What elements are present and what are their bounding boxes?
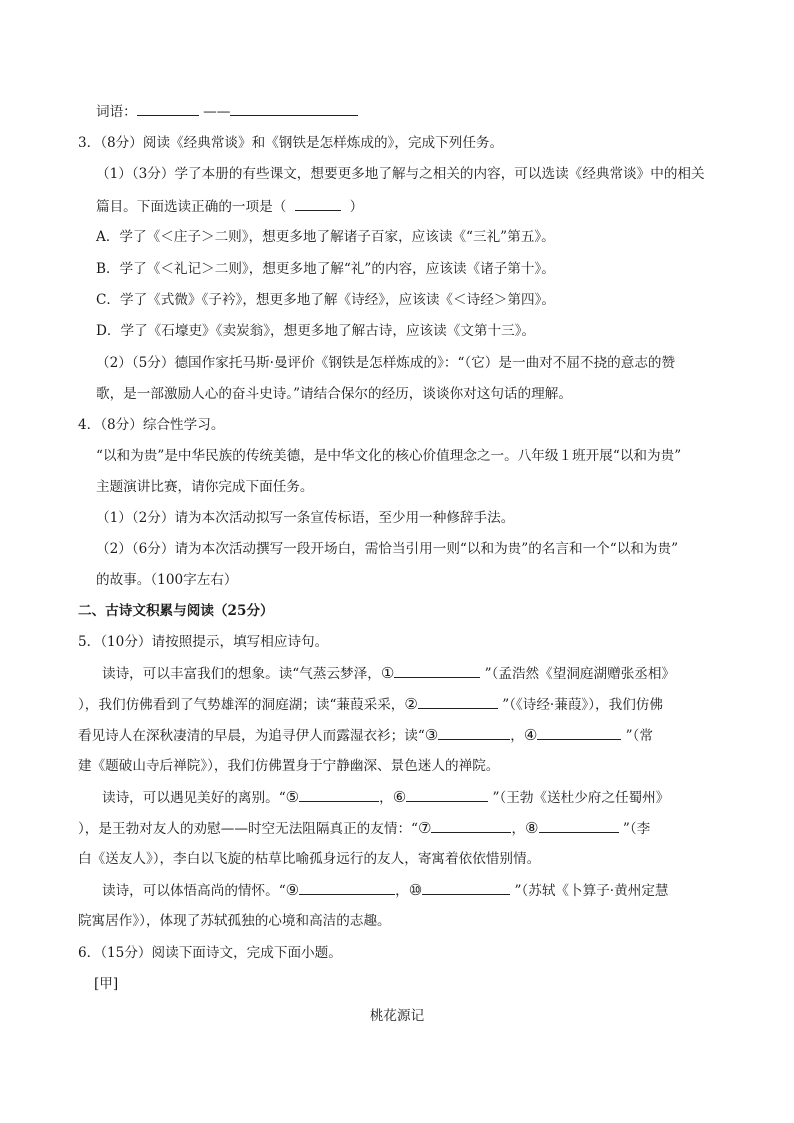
q5-comma: ，: [379, 790, 393, 806]
q3-option-a: A．学了《＜庄子＞二则》，想更多地了解诸子百家，应该读《“三礼”第五》。: [96, 229, 555, 245]
q5-text: ），我们仿佛看到了气势雄浑的洞庭湖；读“蒹葭采采，: [78, 697, 405, 713]
poem-blank-10[interactable]: [422, 880, 510, 895]
q5-text: ”（王勃《送杜少府之任蜀州》: [492, 790, 670, 806]
q5-text: ”（常: [625, 728, 653, 744]
q6-stem: 6．（15分）阅读下面诗文，完成下面小题。: [78, 945, 342, 961]
q3-option-d: D．学了《石壕吏》《卖炭翁》，想更多地了解古诗，应该读《文第十三》。: [96, 323, 536, 339]
blank-number-6: ⑥: [392, 788, 407, 806]
q5-para2-line2: [78, 818, 650, 839]
q5-text: ”（孟浩然《望洞庭湖赠张丞相》: [484, 666, 676, 682]
q4-intro-line2: 主题演讲比赛，请你完成下面任务。: [96, 479, 314, 495]
q5-text: ”（苏轼《卜算子·黄州定慧: [514, 883, 669, 899]
q5-text: ”（《诗经·蒹葭》），我们仿佛: [502, 697, 663, 713]
q5-stem: 5．（10分）请按照提示，填写相应诗句。: [78, 634, 329, 650]
poem-blank-9[interactable]: [299, 880, 395, 895]
blank-number-1: ①: [380, 664, 395, 682]
q3-answer-blank[interactable]: [295, 196, 341, 211]
poem-blank-1[interactable]: [394, 663, 480, 678]
q5-comma: ，: [510, 728, 524, 744]
vocab-line: [96, 101, 358, 122]
blank-number-9: ⑨: [285, 881, 300, 899]
q5-text: 读诗，可以丰富我们的想象。读“气蒸云梦泽，: [102, 666, 381, 682]
q4-intro-line1: “以和为贵”是中华民族的传统美德，是中华文化的核心价值理念之一。八年级１班开展“以和为贵”: [96, 448, 682, 464]
blank-number-10: ⑩: [408, 881, 423, 899]
q3-part1-line1: （1）（3分）学了本册的有些课文，想要更多地了解与之相关的内容，可以选读《经典常谈》中的相关: [96, 166, 705, 182]
blank-number-5: ⑤: [285, 788, 300, 806]
poem-blank-6[interactable]: [406, 787, 488, 802]
q5-para3-line2: 院寓居作》），体现了苏轼孤独的心境和高洁的志趣。: [78, 913, 391, 929]
q3-option-b: B．学了《＜礼记＞二则》，想更多地了解“礼”的内容，应该读《诸子第十》。: [96, 261, 555, 277]
q3-part2-line2: 歌，是一部激励人心的奋斗史诗。”请结合保尔的经历，谈谈你对这句话的理解。: [96, 386, 572, 402]
vocab-blank-2[interactable]: [230, 101, 358, 116]
q5-para2-line3: 白《送友人》），李白以飞旋的枯草比喻孤身远行的友人，寄寓着依依惜别情。: [78, 851, 541, 867]
q3-part2-line1: （2）（5分）德国作家托马斯·曼评价《钢铁是怎样炼成的》：“（它）是一曲对不屈不挠的意志的赞: [96, 355, 676, 371]
q3-option-c: C．学了《式微》《子衿》，想更多地了解《诗经》，应该读《＜诗经＞第四》。: [96, 292, 555, 308]
q3-part1-close: ）: [349, 199, 364, 215]
q3-part1-line2: [96, 196, 363, 217]
poem-blank-8[interactable]: [539, 818, 619, 833]
passage-title: 桃花源记: [369, 1008, 425, 1024]
q5-text: 读诗，可以体悟高尚的情怀。“: [102, 883, 286, 899]
q3-stem: 3．（8分）阅读《经典常谈》和《钢铁是怎样炼成的》，完成下列任务。: [78, 135, 504, 151]
q4-task2-line2: 的故事。（100字左右）: [96, 572, 238, 588]
poem-blank-3[interactable]: [438, 725, 510, 740]
blank-number-3: ③: [424, 726, 439, 744]
q5-para1-line3: [78, 725, 653, 746]
blank-number-7: ⑦: [418, 819, 432, 837]
blank-number-2: ②: [404, 695, 418, 713]
q4-task1: （1）（2分）请为本次活动拟写一条宣传标语，至少用一种修辞手法。: [96, 510, 515, 526]
q4-task2-line1: （2）（6分）请为本次活动撰写一段开场白，需恰当引用一则“以和为贵”的名言和一个“以和为贵”: [96, 541, 679, 557]
q6-label-jia: [甲]: [94, 976, 119, 992]
vocab-separator: ——: [203, 104, 231, 120]
q5-text: ），是王勃对友人的劝慰——时空无法阻隔真正的友情：“: [78, 821, 418, 837]
poem-blank-5[interactable]: [299, 787, 379, 802]
poem-blank-2[interactable]: [418, 694, 498, 709]
blank-number-8: ⑧: [525, 819, 539, 837]
q5-para3-line1: [102, 880, 669, 901]
q5-para2-line1: [102, 787, 669, 808]
section-2-heading: 二、古诗文积累与阅读（25分）: [78, 603, 274, 619]
q5-para1-line4: 建《题破山寺后禅院》），我们仿佛置身于宁静幽深、景色迷人的禅院。: [78, 758, 500, 774]
q5-para1-line2: [78, 694, 663, 715]
vocab-blank-1[interactable]: [137, 101, 199, 116]
poem-blank-4[interactable]: [537, 725, 621, 740]
q5-comma: ，: [395, 883, 409, 899]
q5-comma: ，: [511, 821, 526, 837]
blank-number-4: ④: [523, 726, 538, 744]
q5-text: 读诗，可以遇见美好的离别。“: [102, 790, 286, 806]
q5-para1-line1: [102, 663, 675, 684]
q5-text: ”（李: [622, 821, 651, 837]
q5-text: 看见诗人在深秋凄清的早晨，为追寻伊人而露湿衣衫；读“: [78, 728, 425, 744]
q4-stem: 4．（8分）综合性学习。: [78, 417, 225, 433]
q3-part1-prompt: 篇目。下面选读正确的一项是（: [96, 199, 287, 215]
vocab-label: 词语：: [96, 104, 137, 120]
poem-blank-7[interactable]: [431, 818, 511, 833]
